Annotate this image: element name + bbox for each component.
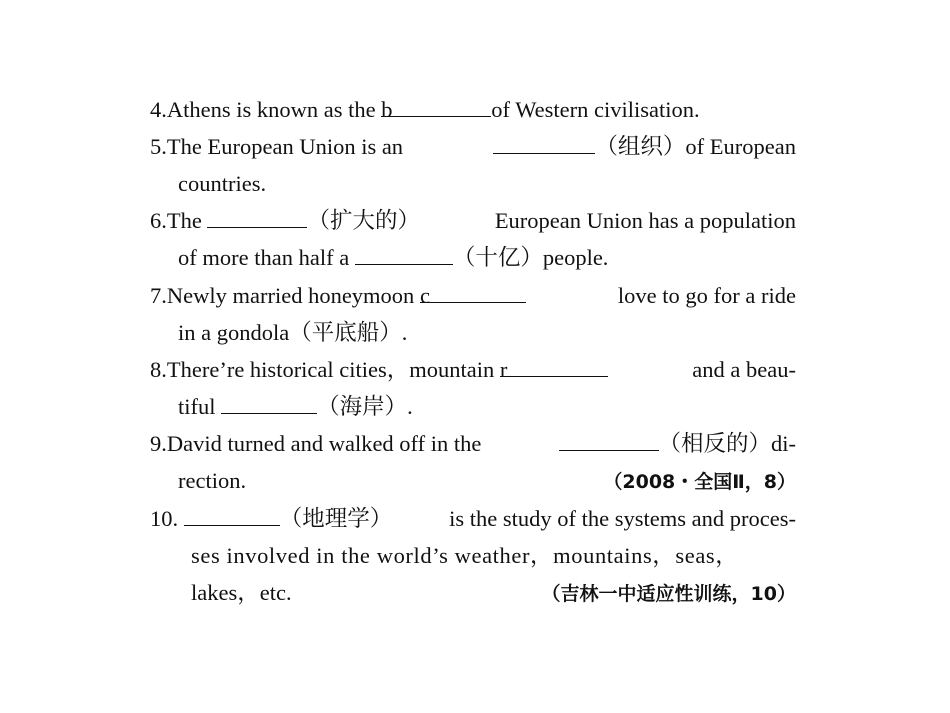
q9-before: David turned and walked off in the xyxy=(166,431,482,456)
q10-after: is the study of the systems and proces- xyxy=(449,506,796,531)
q9-start xyxy=(150,430,481,458)
q6-before: The xyxy=(166,208,202,233)
q10-start xyxy=(150,505,392,533)
q4-after: of Western civilisation. xyxy=(491,97,700,122)
q5-before-wrap xyxy=(150,133,403,161)
q4-number: 4. xyxy=(150,97,167,122)
q5-blank-wrap xyxy=(493,133,796,161)
q5-blank[interactable] xyxy=(493,133,595,154)
q8-blank-hint: r xyxy=(499,357,508,382)
q8-before: There’re historical cities，mountain xyxy=(166,357,495,382)
question-5-line1 xyxy=(150,133,796,161)
q8-blank-1[interactable] xyxy=(499,356,608,382)
q6-after1: European Union has a population xyxy=(494,208,796,233)
q4-text xyxy=(150,96,700,124)
question-8-line2 xyxy=(178,393,796,421)
q6-line2-before: of more than half a xyxy=(178,245,350,270)
q8-number: 8. xyxy=(150,357,167,382)
question-5-line2 xyxy=(178,170,796,198)
q8-start xyxy=(150,356,608,384)
q10-line3: lakes，etc. xyxy=(191,580,292,605)
q10-line2: ses involved in the world’s weather，mountains，seas， xyxy=(191,543,739,568)
q7-blank-hint: c xyxy=(419,283,430,308)
q7-line2: in a gondola（平底船）. xyxy=(178,320,408,345)
q9-source: （2008・全国Ⅱ，8） xyxy=(603,471,796,493)
q10-blank[interactable] xyxy=(184,505,280,526)
q7-start xyxy=(150,282,526,310)
question-7-line1 xyxy=(150,282,796,310)
q5-line2: countries. xyxy=(178,171,267,196)
q6-line2-after: people. xyxy=(542,245,609,270)
q9-line2: rection. xyxy=(178,468,247,493)
q4-before: Athens is known as the xyxy=(166,97,376,122)
q9-chinese-hint: （相反的）di- xyxy=(658,431,796,456)
q8-after: and a beau- xyxy=(692,357,796,382)
q6-blank-2[interactable] xyxy=(355,244,453,265)
q6-chinese-hint-2: （十亿） xyxy=(452,245,543,270)
q4-blank-hint: b xyxy=(381,97,393,122)
q7-blank[interactable] xyxy=(419,282,526,308)
question-10-line1 xyxy=(150,505,796,533)
question-10-line3 xyxy=(191,579,796,607)
question-10-line2 xyxy=(191,542,796,570)
q8-line2-before: tiful xyxy=(178,394,216,419)
question-6-line2 xyxy=(178,244,796,272)
question-4 xyxy=(150,96,796,124)
q7-after: love to go for a ride xyxy=(617,283,796,308)
q5-before: The European Union is an xyxy=(166,134,404,159)
q6-start xyxy=(150,207,420,235)
q5-number: 5. xyxy=(150,134,167,159)
question-9-line2 xyxy=(178,467,796,495)
q4-blank[interactable] xyxy=(381,96,491,122)
question-7-line2 xyxy=(178,319,796,347)
q9-end xyxy=(559,430,797,458)
q8-chinese-hint: （海岸）. xyxy=(317,394,413,419)
q7-before: Newly married honeymoon xyxy=(166,283,415,308)
question-6-line1 xyxy=(150,207,796,235)
q10-source: （吉林一中适应性训练，10） xyxy=(541,583,796,605)
q10-chinese-hint: （地理学） xyxy=(279,506,393,531)
question-8-line1 xyxy=(150,356,796,384)
q6-blank-1[interactable] xyxy=(207,207,307,228)
q5-chinese-hint: （组织） xyxy=(595,134,686,159)
q10-number: 10. xyxy=(150,506,179,531)
q7-number: 7. xyxy=(150,283,167,308)
q5-after: of European xyxy=(685,134,796,159)
q6-chinese-hint-1: （扩大的） xyxy=(307,208,420,233)
q6-number: 6. xyxy=(150,208,167,233)
q9-blank[interactable] xyxy=(559,430,659,451)
question-9-line1 xyxy=(150,430,796,458)
q9-number: 9. xyxy=(150,431,167,456)
q8-blank-2[interactable] xyxy=(221,393,317,414)
